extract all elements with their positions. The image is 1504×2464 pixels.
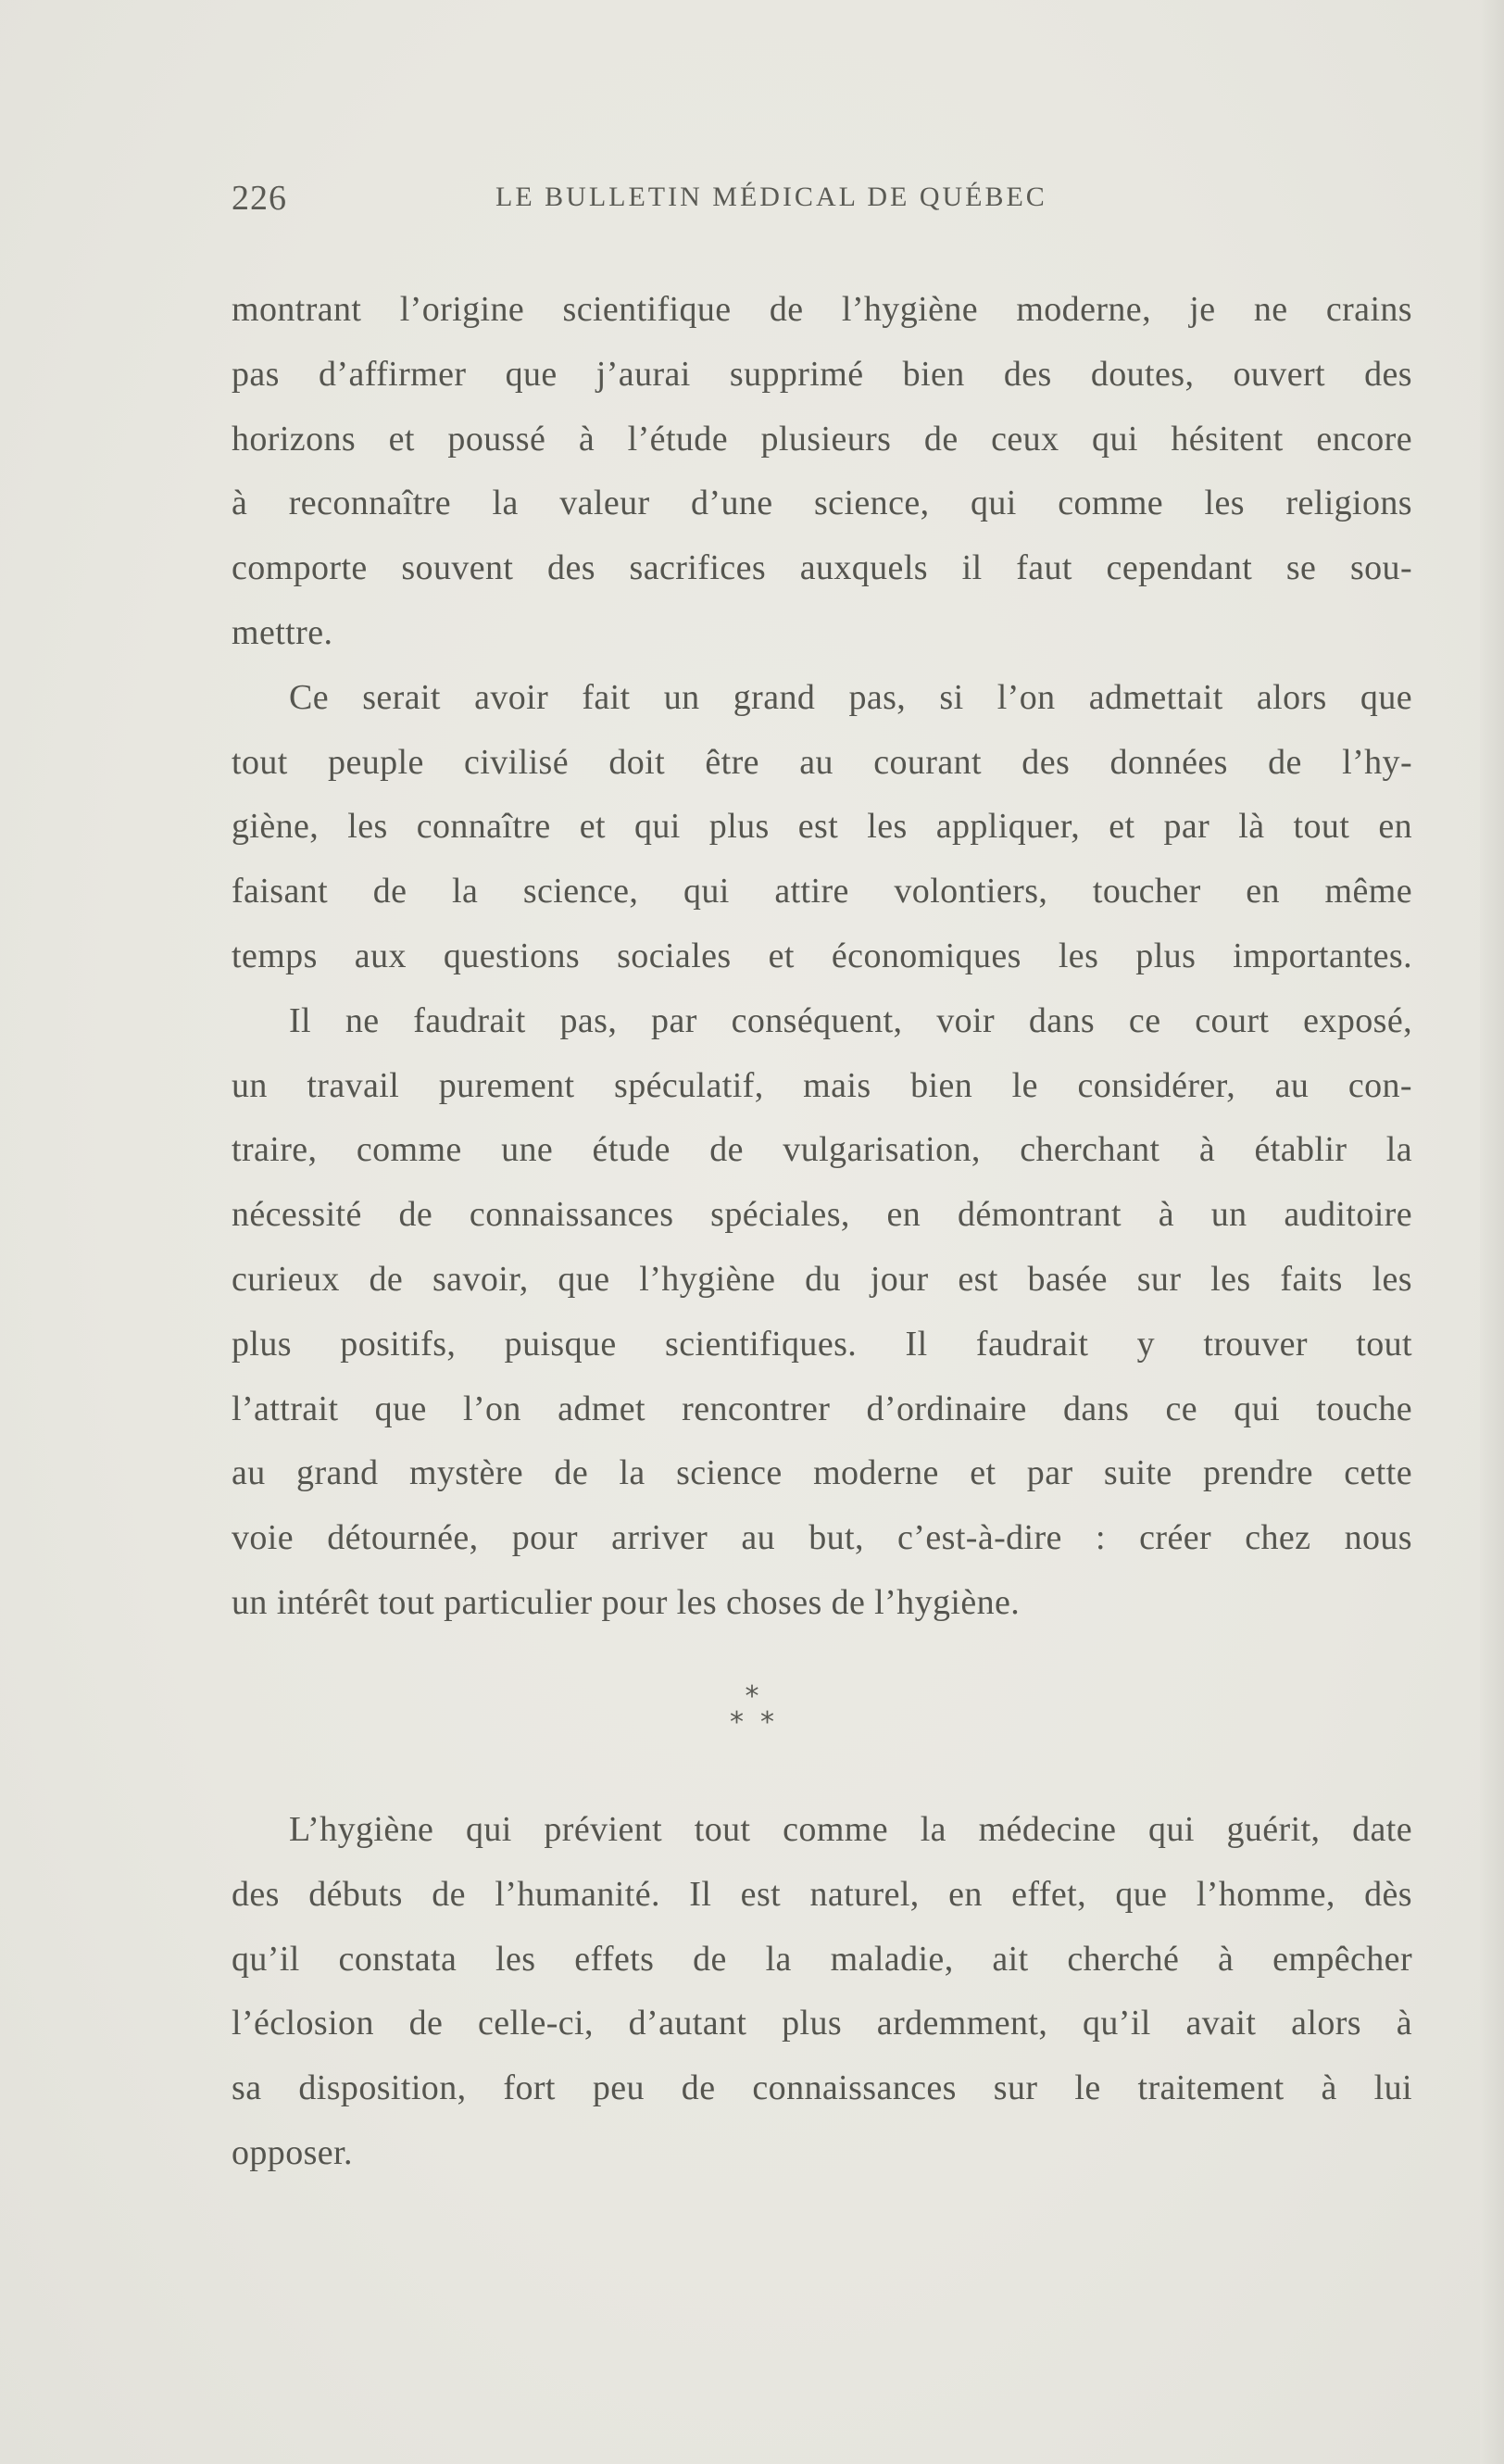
- body-text-top: [232, 278, 1412, 1636]
- text-line: un intérêt tout particulier pour les choses de l’hygiène.: [232, 1582, 1021, 1622]
- text-line: giène, les connaître et qui plus est les appliquer, et par là tout en: [232, 807, 1412, 847]
- text-line: un travail purement spéculatif, mais bien le considérer, au con-: [232, 1065, 1412, 1105]
- text-line: l’éclosion de celle-ci, d’autant plus ardemment, qu’il avait alors à: [232, 2004, 1412, 2043]
- text-line: comporte souvent des sacrifices auxquels il faut cependant se sou-: [232, 548, 1412, 588]
- page-edge-shadow: [1480, 0, 1504, 2464]
- text-line: sa disposition, fort peu de connaissances sur le traitement à lui: [232, 2068, 1412, 2108]
- text-line: qu’il constata les effets de la maladie, ait cherché à empêcher: [232, 1939, 1412, 1979]
- text-line: nécessité de connaissances spéciales, en démontrant à un auditoire: [232, 1195, 1412, 1235]
- text-line: horizons et poussé à l’étude plusieurs de ceux qui hésitent encore: [232, 419, 1412, 459]
- text-line: Il ne faudrait pas, par conséquent, voir dans ce court exposé,: [289, 1000, 1412, 1040]
- section-break-asterism: [0, 1680, 1504, 1749]
- text-line: l’attrait que l’on admet rencontrer d’ordinaire dans ce qui touche: [232, 1389, 1412, 1428]
- text-line: plus positifs, puisque scientifiques. Il faudrait y trouver tout: [232, 1324, 1412, 1364]
- text-line: L’hygiène qui prévient tout comme la médecine qui guérit, date: [289, 1810, 1412, 1849]
- asterism-top: *: [745, 1680, 759, 1713]
- text-line: curieux de savoir, que l’hygiène du jour est basée sur les faits les: [232, 1259, 1412, 1299]
- text-line: montrant l’origine scientifique de l’hygiène moderne, je ne crains: [232, 290, 1412, 329]
- text-line: des débuts de l’humanité. Il est naturel, en effet, que l’homme, dès: [232, 1874, 1412, 1914]
- running-header: [232, 178, 1412, 224]
- text-line: Ce serait avoir fait un grand pas, si l’on admettait alors que: [289, 677, 1412, 717]
- text-line: temps aux questions sociales et économiques les plus importantes.: [232, 936, 1412, 975]
- text-line: pas d’affirmer que j’aurai supprimé bien des doutes, ouvert des: [232, 354, 1412, 394]
- text-line: voie détournée, pour arriver au but, c’est-à-dire : créer chez nous: [232, 1518, 1412, 1558]
- text-line: au grand mystère de la science moderne et par suite prendre cette: [232, 1453, 1412, 1493]
- asterism-bottom: **: [730, 1706, 791, 1739]
- text-line: à reconnaître la valeur d’une science, qui comme les religions: [232, 484, 1412, 523]
- text-line: mettre.: [232, 612, 333, 652]
- page-number: 226: [232, 179, 287, 218]
- text-line: tout peuple civilisé doit être au courant des données de l’hy-: [232, 742, 1412, 782]
- journal-title: LE BULLETIN MÉDICAL DE QUÉBEC: [495, 182, 1047, 212]
- body-text-bottom: [232, 1798, 1412, 2186]
- text-line: traire, comme une étude de vulgarisation, cherchant à établir la: [232, 1130, 1412, 1170]
- text-line: opposer.: [232, 2132, 353, 2172]
- text-line: faisant de la science, qui attire volontiers, toucher en même: [232, 872, 1412, 911]
